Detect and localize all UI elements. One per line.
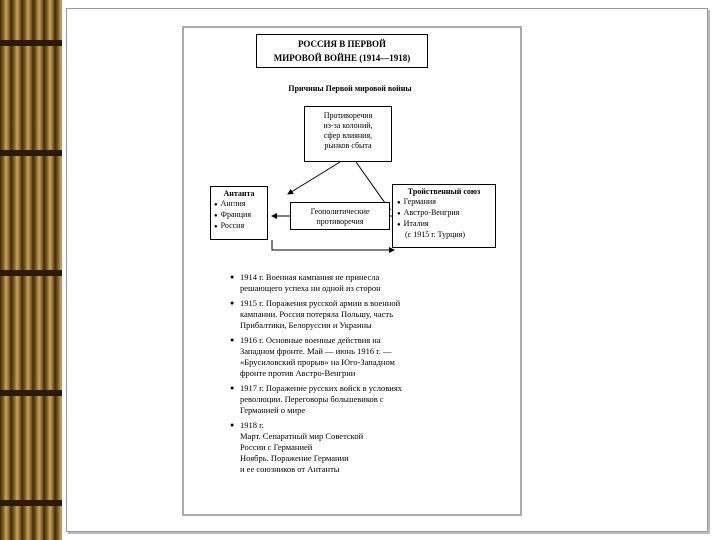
entente-item: ● Франция [214,210,264,221]
event-line: ● 1915 г. Поражения русской армии в военной [240,298,401,308]
entente-heading: Антанта [223,189,255,198]
bamboo-node [0,40,62,46]
causes-line: Противоречия [323,111,373,120]
causes-line: сфер влияния, [323,131,373,140]
event-line: кампании. Россия потеряла Польшу, часть [240,309,393,319]
title-line-2: МИРОВОЙ ВОЙНЕ (1914—1918) [273,53,411,63]
document-sheet [182,26,522,516]
alliance-item: ● Австро-Венгрия [397,208,491,219]
event-item [230,298,500,331]
event-line: Германией о мире [240,405,306,415]
event-item [230,420,500,475]
arrow-to-left [288,162,340,194]
title-line-1: РОССИЯ В ПЕРВОЙ [297,39,387,49]
subtitle: Причины Первой мировой войны [288,84,412,93]
event-line: ● 1917 г. Поражение русских войск в условиях [240,383,402,393]
causes-box [304,106,392,162]
geopolitics-line: противоречия [316,217,364,226]
event-item [230,272,500,294]
triple-alliance-box [392,184,496,248]
event-line: «Брусиловский прорыв» на Юго-Западном [240,357,395,367]
event-line: революции. Переговоры большевиков с [240,394,384,404]
event-line: ● 1916 г. Основные военные действия на [240,335,381,345]
bamboo-node [0,150,62,156]
event-line: решающего успеха ни одной из сторон [240,283,381,293]
event-line: фронте против Австро-Венгрии [240,368,356,378]
entente-item: ● Россия [214,221,264,232]
entente-item: ● Англия [214,199,264,210]
event-line: ● 1914 г. Военная кампания не принесла [240,272,380,282]
event-line: Прибалтики, Белоруссии и Украины [240,320,372,330]
triple-alliance-heading: Тройственный союз [407,187,481,196]
event-item [230,335,500,379]
geopolitics-line: Геополитические [310,207,370,216]
entente-box [210,186,268,240]
event-line: ● 1918 г. [240,420,264,430]
causes-line: из-за колоний, [323,121,373,130]
event-line: Ноябрь. Поражение Германии [240,453,349,463]
alliance-item: ● Италия [397,219,491,230]
event-line: и ее союзников от Антанты [240,464,340,474]
bamboo-node [0,500,62,506]
geopolitics-box [290,202,390,230]
alliance-item: ● Германия [397,197,491,208]
bottom-connector [272,240,390,250]
bamboo-node [0,270,62,276]
bamboo-border [0,0,62,540]
bamboo-node [0,390,62,396]
event-line: Март. Сепаратный мир Советской [240,431,364,441]
event-item [230,383,500,416]
alliance-note: (с 1915 г. Турция) [405,230,465,239]
events-list [230,272,500,479]
causes-line: рынков сбыта [324,141,372,150]
event-line: России с Германией [240,442,313,452]
event-line: Западном фронте. Май — июнь 1916 г. — [240,346,392,356]
